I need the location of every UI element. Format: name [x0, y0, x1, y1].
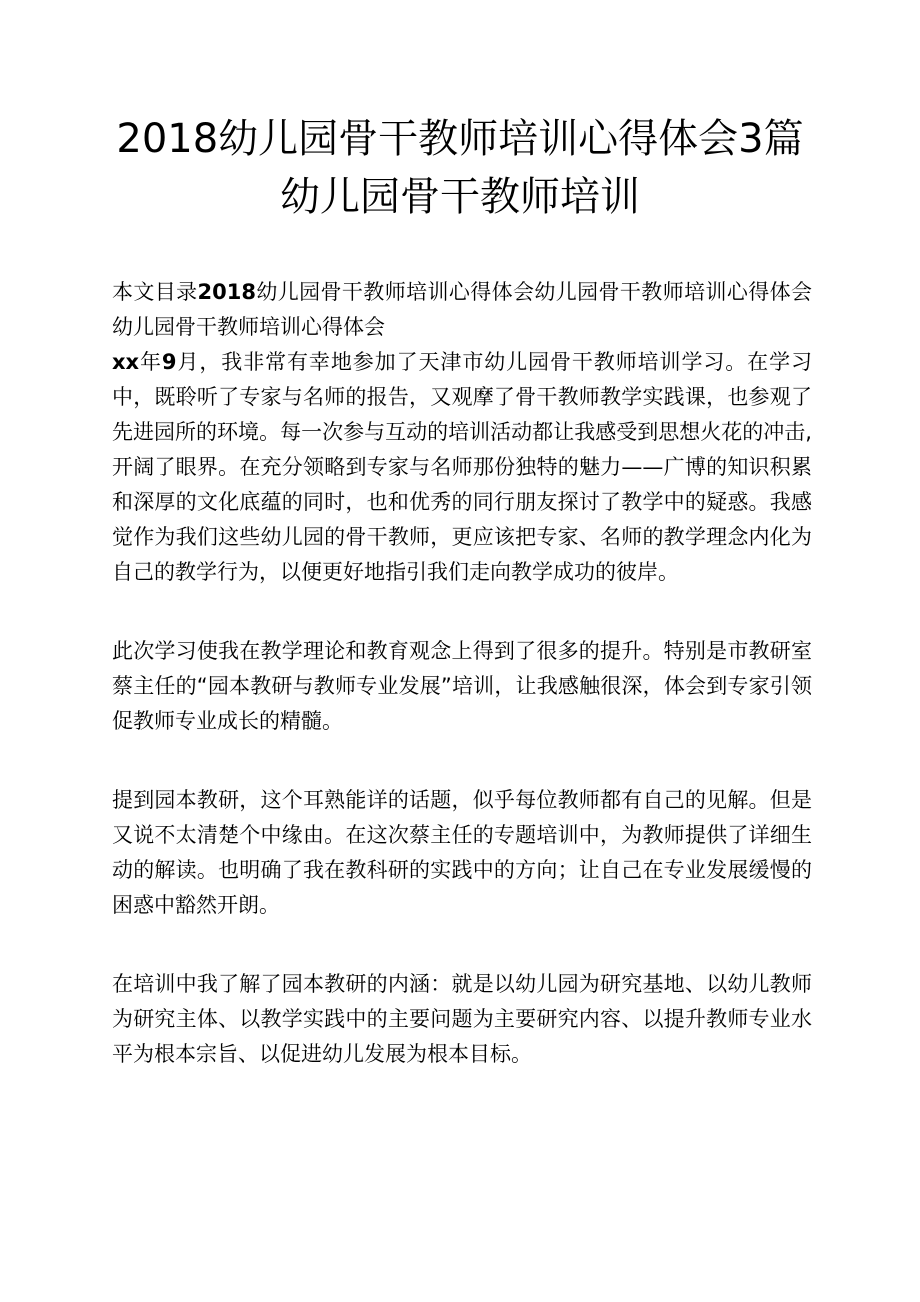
paragraph-1-year-placeholder: xx	[112, 350, 140, 374]
paragraph-1	[112, 345, 812, 590]
paragraph-1-nian: 年	[139, 350, 162, 374]
table-of-contents	[112, 275, 812, 345]
title-line-1: 2018幼儿园骨干教师培训心得体会3篇	[116, 116, 804, 162]
document-body	[112, 275, 812, 1072]
document-title	[60, 110, 860, 226]
paragraph-1-text: 月，我非常有幸地参加了天津市幼儿园骨干教师培训学习。在学习中，既聆听了专家与名师的报告，又观摩了骨干教师教学实践课，也参观了先进园所的环境。每一次参与互动的培训活动都让我感受到思想火花的冲击,开阔了眼界。在充分领略到专家与名师那份独特的魅力——广博的知识积累和深厚的文化底蕴的同时，也和优秀的同行朋友探讨了教学中的疑惑。我感觉作为我们这些幼儿园的骨干教师，更应该把专家、名师的教学理念内化为自己的教学行为，以便更好地指引我们走向教学成功的彼岸。	[112, 350, 813, 584]
toc-prefix: 本文目录	[112, 280, 198, 304]
paragraph-1-month: 9	[161, 350, 177, 374]
toc-year: 2018	[197, 280, 256, 304]
paragraph-3: 提到园本教研，这个耳熟能详的话题，似乎每位教师都有自己的见解。但是又说不太清楚个中缘由。在这次蔡主任的专题培训中，为教师提供了详细生动的解读。也明确了我在教科研的实践中的方向；让自己在专业发展缓慢的困惑中豁然开朗。	[112, 788, 812, 917]
paragraph-2: 此次学习使我在教学理论和教育观念上得到了很多的提升。特别是市教研室蔡主任的“园本教研与教师专业发展”培训，让我感触很深，体会到专家引领促教师专业成长的精髓。	[112, 639, 812, 733]
paragraph-4: 在培训中我了解了园本教研的内涵：就是以幼儿园为研究基地、以幼儿教师为研究主体、以教学实践中的主要问题为主要研究内容、以提升教师专业水平为根本宗旨、以促进幼儿发展为根本目标。	[112, 972, 812, 1066]
title-line-2: 幼儿园骨干教师培训	[280, 174, 640, 220]
toc-text: 幼儿园骨干教师培训心得体会幼儿园骨干教师培训心得体会幼儿园骨干教师培训心得体会	[112, 280, 813, 339]
